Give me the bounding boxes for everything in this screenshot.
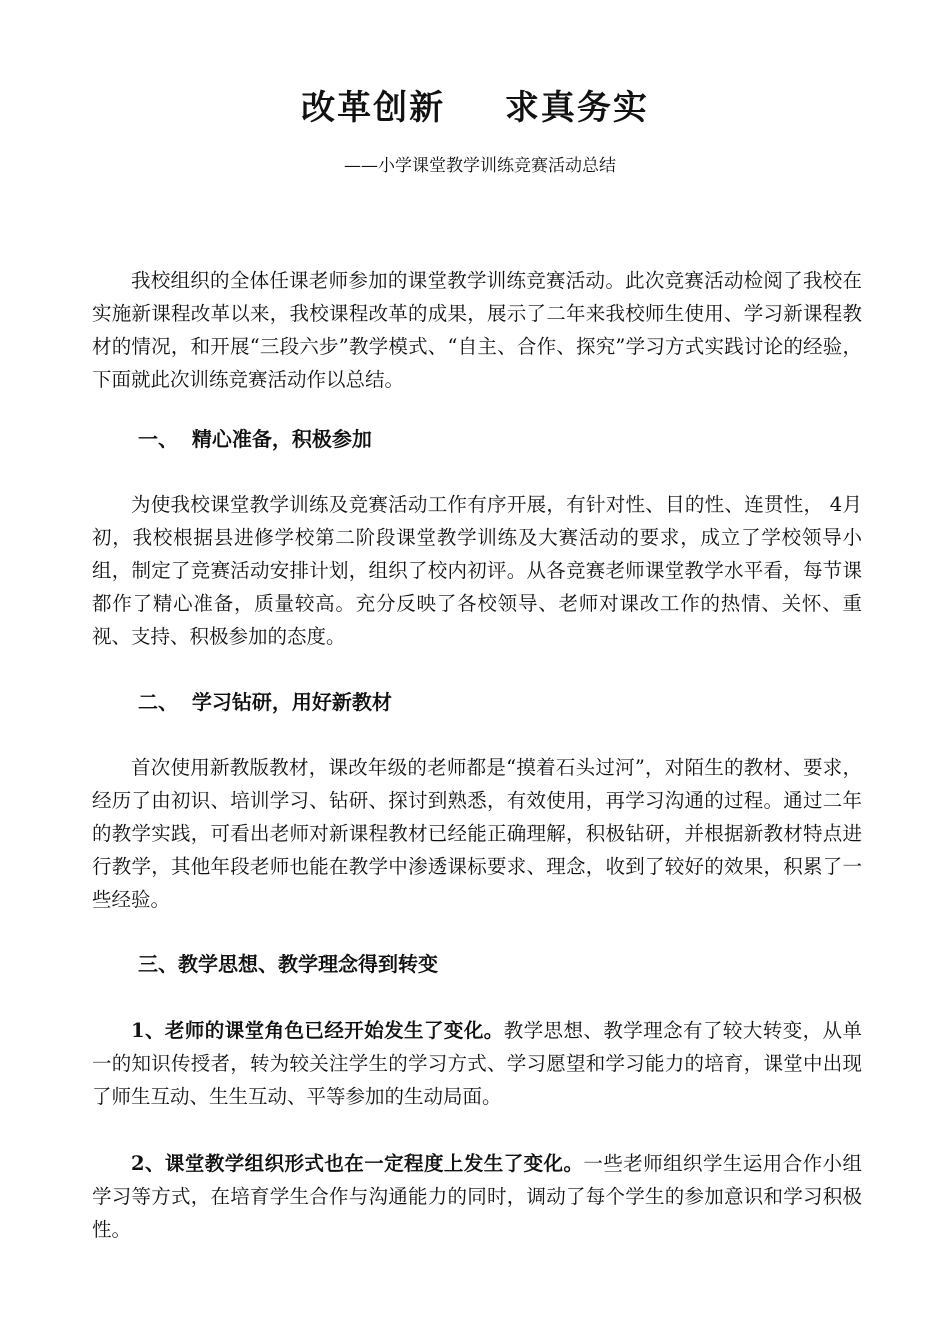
section-2-body: 首次使用新教版教材，课改年级的老师都是“摸着石头过河”，对陌生的教材、要求，经历了由初识、培训学习、钻研、探讨到熟悉，有效使用，再学习沟通的过程。通过二年的教学实践，可看出老师对新课程教材已经能正确理解，积极钻研，并根据新教材特点进行教学，其他年段老师也能在教学中渗透课标要求、理念，收到了较好的效果，积累了一些经验。 xyxy=(92,756,862,911)
item-1-text: 教学思想、教学理念有了较大转变，从单一的知识传授者，转为较关注学生的学习方式、学习愿望和学习能力的培育，课堂中出现了师生互动、生生互动、平等参加的生动局面。 xyxy=(92,1019,862,1108)
section-3-heading: 三、教学思想、教学理念得到转变 xyxy=(138,952,438,976)
section-1-body: 为使我校课堂教学训练及竞赛活动工作有序开展，有针对性、目的性、连贯性， 4月初，我校根据县进修学校第二阶段课堂教学训练及大赛活动的要求，成立了学校领导小组，制定了竞赛活动安排计划，组织了校内初评。从各竞赛老师课堂教学水平看，每节课都作了精心准备，质量较高。充分反映了各校领导、老师对课改工作的热情、关怀、重视、支持、积极参加的态度。 xyxy=(92,493,862,648)
item-2-text: 一些老师组织学生运用合作小组学习等方式，在培育学生合作与沟通能力的同时，调动了每个学生的参加意识和学习积极性。 xyxy=(92,1152,862,1241)
section-1-heading: 一、 精心准备，积极参加 xyxy=(138,427,372,451)
intro-paragraph: 我校组织的全体任课老师参加的课堂教学训练竞赛活动。此次竞赛活动检阅了我校在实施新课程改革以来，我校课程改革的成果，展示了二年来我校师生使用、学习新课程教材的情况，和开展“三段六步”教学模式、“自主、合作、探究”学习方式实践讨论的经验，下面就此次训练竞赛活动作以总结。 xyxy=(92,269,862,391)
section-2-heading: 二、 学习钻研，用好新教材 xyxy=(138,690,392,714)
section-3-item-2 xyxy=(92,1147,862,1246)
item-2-lead: 2、课堂教学组织形式也在一定程度上发生了变化。 xyxy=(131,1152,584,1175)
section-3-item-1 xyxy=(92,1014,862,1113)
document-title: 改革创新 求真务实 xyxy=(301,88,649,128)
item-1-lead: 1、老师的课堂角色已经开始发生了变化。 xyxy=(131,1019,504,1042)
document-subtitle: ——小学课堂教学训练竞赛活动总结 xyxy=(344,156,616,176)
